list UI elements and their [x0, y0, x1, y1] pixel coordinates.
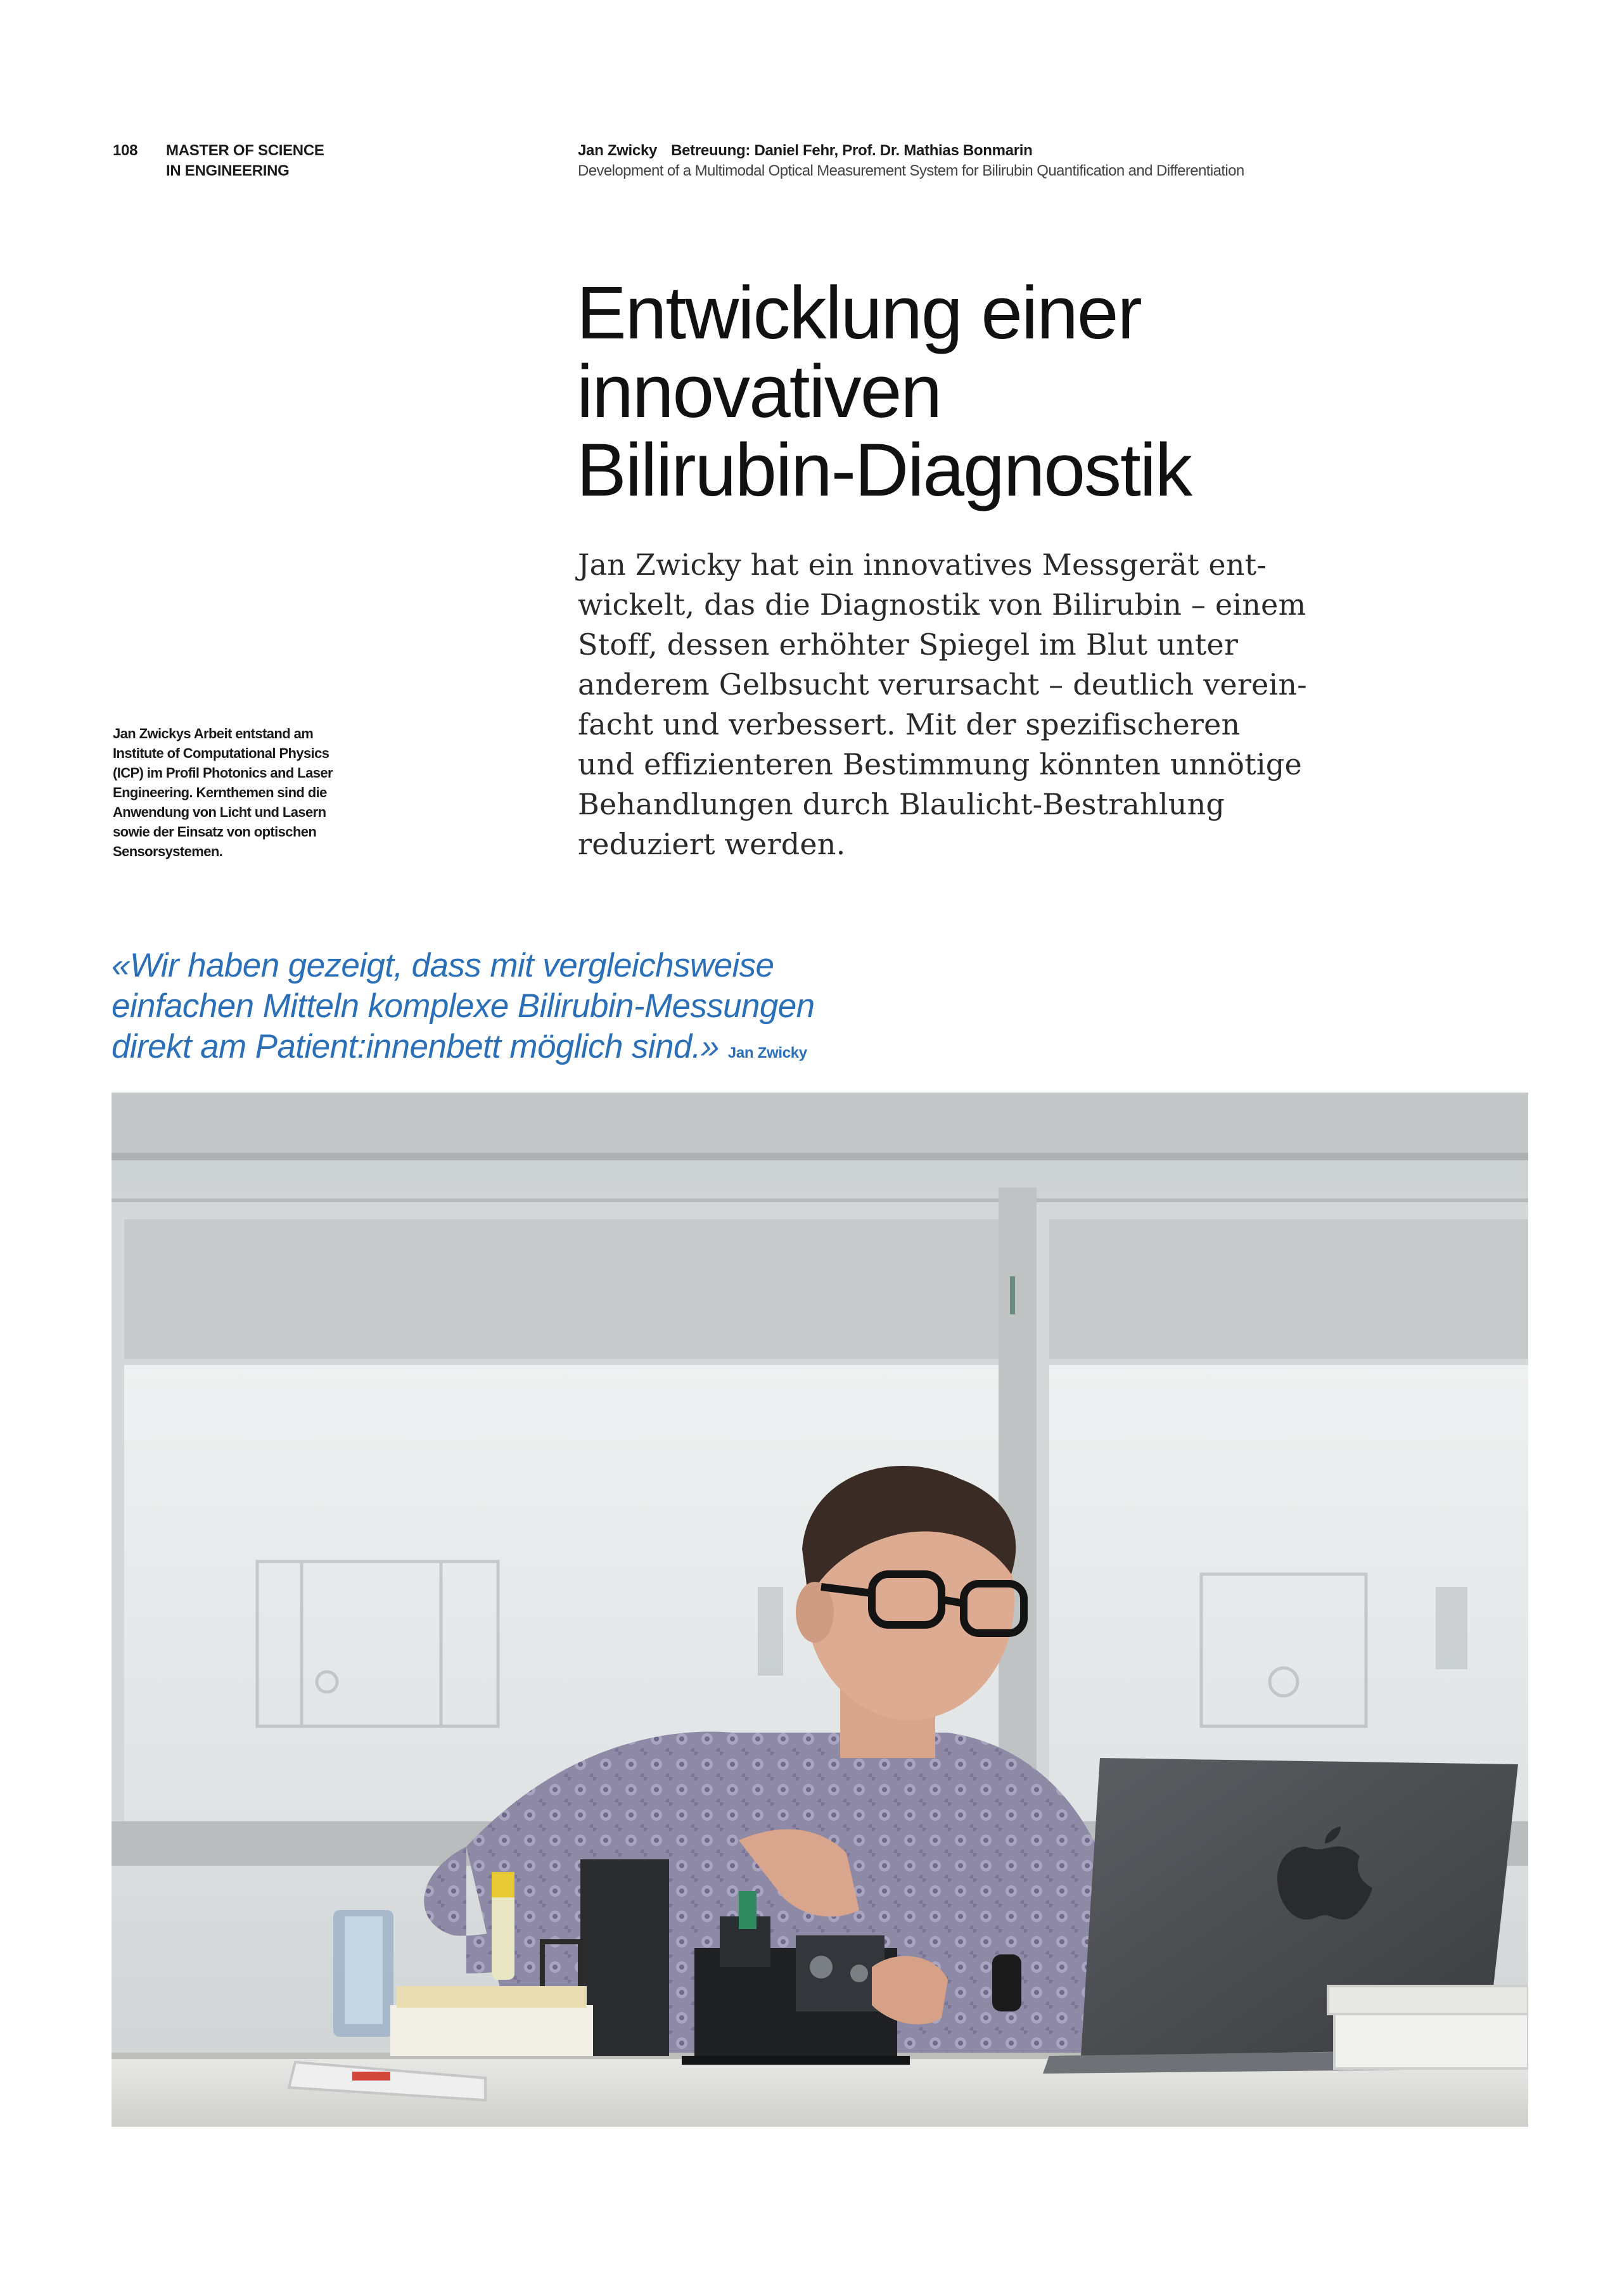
lab-photo-illustration — [112, 1093, 1528, 2127]
program-line: MASTER OF SCIENCE — [166, 142, 324, 159]
title-line: Entwicklung einer — [577, 271, 1141, 355]
title-line: Bilirubin-Diagnostik — [577, 428, 1191, 512]
sidenote-line: Jan Zwickys Arbeit entstand am — [113, 726, 314, 741]
books — [1334, 2011, 1528, 2068]
lead-line: und effizienteren Bestimmung könnten unnötige — [578, 747, 1302, 781]
sidenote-line: Institute of Computational Physics — [113, 745, 329, 761]
sidenote-line: sowie der Einsatz von optischen — [113, 824, 317, 840]
title-line: innovativen — [577, 350, 941, 433]
quote-line: einfachen Mitteln komplexe Bilirubin-Messungen — [112, 987, 815, 1025]
page-title — [577, 271, 1527, 512]
lead-line: anderem Gelbsucht verursacht – deutlich verein- — [578, 667, 1307, 702]
quote-line-last — [112, 1027, 1062, 1074]
program-label — [166, 141, 394, 181]
lead-line: reduziert werden. — [578, 827, 846, 861]
sidenote-line: Anwendung von Licht und Lasern — [113, 804, 326, 820]
pull-quote — [112, 946, 1062, 1074]
quote-attribution: Jan Zwicky — [727, 1044, 807, 1061]
lab-photo — [112, 1093, 1528, 2127]
sidenote-line: (ICP) im Profil Photonics and Laser — [113, 765, 333, 781]
lead-line: Stoff, dessen erhöhter Spiegel im Blut unter — [578, 627, 1239, 662]
header-meta — [578, 141, 1528, 181]
header-credits — [578, 141, 1528, 161]
lead-line: Jan Zwicky hat ein innovatives Messgerät ent- — [578, 548, 1267, 582]
sidenote-line: Sensorsystemen. — [113, 843, 223, 859]
header-supervision: Betreuung: Daniel Fehr, Prof. Dr. Mathias Bonmarin — [671, 142, 1033, 159]
sidenote-line: Engineering. Kernthemen sind die — [113, 785, 327, 800]
lead-line: facht und verbessert. Mit der spezifischeren — [578, 707, 1241, 741]
lead-line: Behandlungen durch Blaulicht-Bestrahlung — [578, 787, 1225, 821]
page-number: 108 — [113, 142, 138, 159]
side-note — [113, 724, 411, 861]
photo-ceiling — [112, 1093, 1528, 1153]
lead-paragraph — [578, 545, 1414, 864]
lead-line: wickelt, das die Diagnostik von Bilirubin – einem — [578, 587, 1306, 622]
header-english-title: Development of a Multimodal Optical Measurement System for Bilirubin Quantification and Differentiation — [578, 162, 1244, 179]
program-line: IN ENGINEERING — [166, 162, 290, 179]
quote-line: «Wir haben gezeigt, dass mit vergleichsweise — [112, 947, 774, 984]
header-author: Jan Zwicky — [578, 142, 658, 159]
apple-logo-icon — [1277, 1847, 1372, 1920]
quote-line: direkt am Patient:innenbett möglich sind.» — [112, 1028, 719, 1065]
